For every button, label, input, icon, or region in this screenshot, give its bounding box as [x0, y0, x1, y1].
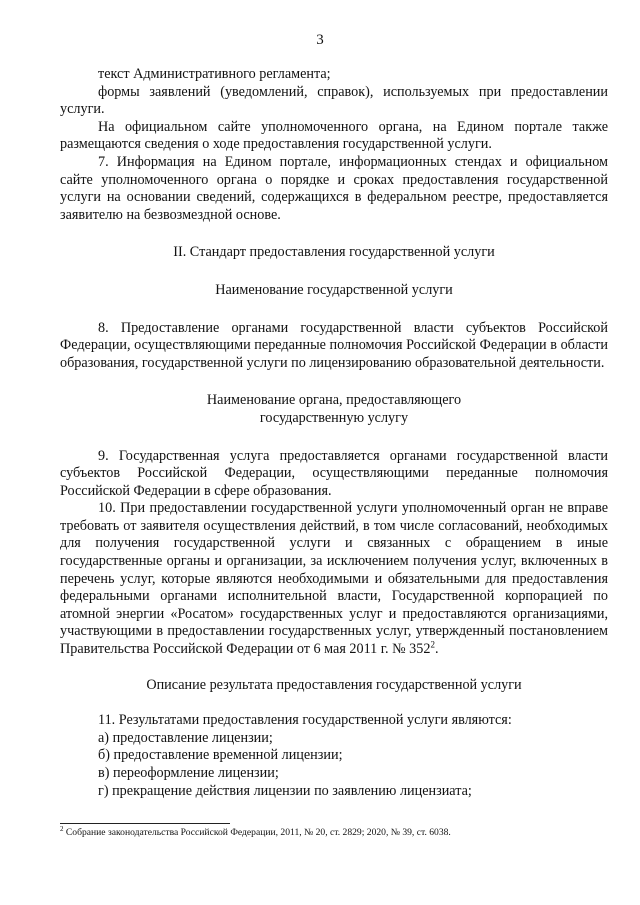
list-item: в) переоформление лицензии;: [98, 765, 279, 781]
heading-result-description: Описание результата предоставления государственной услуги: [146, 676, 522, 693]
paragraph-regulation-text: текст Административного регламента;: [98, 66, 331, 82]
paragraph-8: 8. Предоставление органами государственной власти субъектов Российской Федерации, осуществляющими переданные полномочия Российской Федерации в области образования, государственной услуги по лицензированию образовательной деятельности.: [60, 319, 608, 371]
page-number: 3: [316, 32, 324, 48]
footnote: [60, 824, 608, 839]
paragraph-11: 11. Результатами предоставления государственной услуги являются:: [98, 712, 512, 729]
heading-authority-line-2: государственную услугу: [259, 409, 409, 426]
paragraph-10-text: 10. При предоставлении государственной услуги уполномоченный орган не вправе требовать от заявителя осуществления действий, в том числе согласований, необходимых для получения государственной услуги и связанных с обращением в иные государственные органы и организации, за исключением получения услуг, включенных в перечень услуг, которые являются необходимыми и обязательными для предоставления федеральными органами исполнительной власти, Государственной корпорацией по атомной энергии «Росатом» государственных услуг и предоставляются организациями, участвующими в предоставлении государственных услуг, утвержденный постановлением Правительства Российской Федерации от 6 мая 2011 г. № 352: [60, 500, 608, 658]
paragraph-10-end: .: [434, 641, 439, 658]
paragraph-9: 9. Государственная услуга предоставляется органами государственной власти субъектов Российской Федерации, осуществляющими переданные полномочия Российской Федерации в сфере образования.: [60, 447, 608, 499]
list-item: г) прекращение действия лицензии по заявлению лицензиата;: [98, 782, 472, 799]
footnote-text: Собрание законодательства Российской Федерации, 2011, № 20, ст. 2829; 2020, № 39, ст. 6038.: [65, 827, 451, 838]
paragraph-10: [60, 500, 608, 658]
heading-service-name: Наименование государственной услуги: [215, 281, 453, 298]
footnote-reference: 2: [430, 639, 435, 650]
document-body: [60, 66, 608, 800]
list-item: а) предоставление лицензии;: [98, 729, 273, 746]
paragraph-forms: формы заявлений (уведомлений, справок), используемых при предоставлении услуги.: [60, 83, 608, 118]
paragraph-7: 7. Информация на Едином портале, информационных стендах и официальном сайте уполномоченного органа о порядке и сроках предоставления государственной услуги на основании сведений, содержащихся в федеральном реестре, предоставляется заявителю на безвозмездной основе.: [60, 153, 608, 223]
footnote-divider: [60, 823, 230, 824]
heading-authority-line-1: Наименование органа, предоставляющего: [206, 392, 462, 409]
list-item: б) предоставление временной лицензии;: [98, 747, 343, 764]
footnote-marker: 2: [60, 824, 64, 833]
paragraph-official-site: На официальном сайте уполномоченного органа, на Едином портале также размещаются сведения о ходе предоставления государственной услуги.: [60, 118, 608, 153]
section-title: II. Стандарт предоставления государственной услуги: [173, 244, 495, 261]
